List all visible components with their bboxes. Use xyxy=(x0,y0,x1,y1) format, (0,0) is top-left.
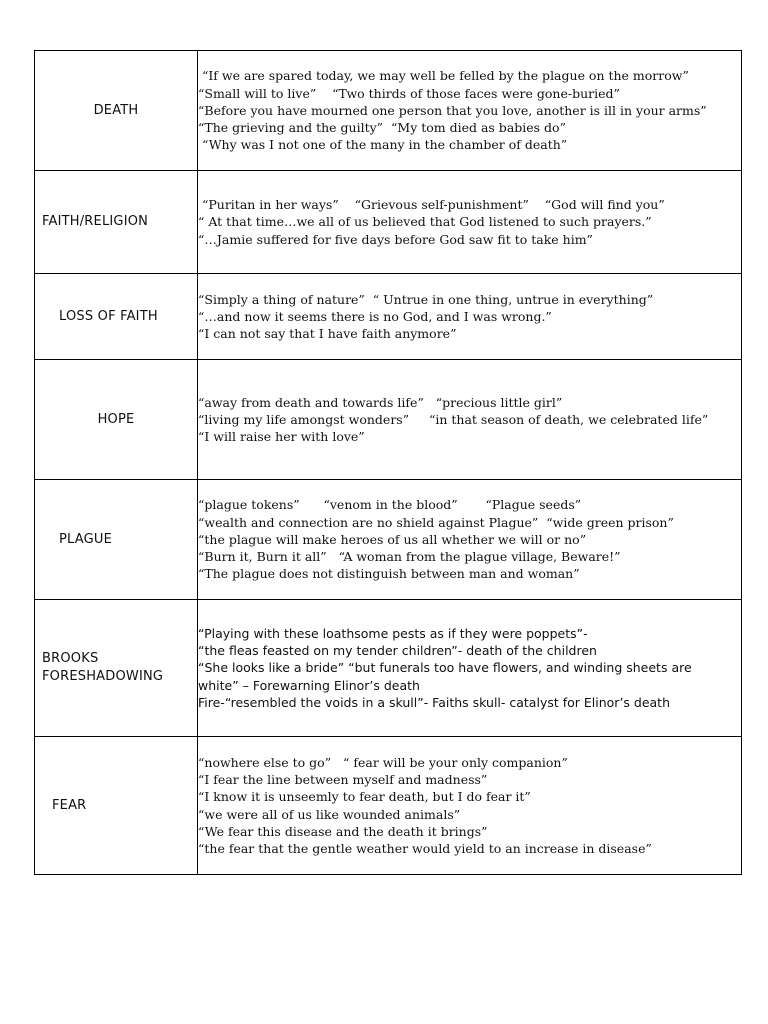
themes-quotes-table xyxy=(34,50,742,875)
quote-line: “…Jamie suffered for five days before God saw fit to take him” xyxy=(198,231,593,247)
quote-line: “I can not say that I have faith anymore” xyxy=(198,326,457,342)
table-row xyxy=(35,274,742,360)
quotes-cell-plague xyxy=(198,480,742,600)
theme-cell-death: DEATH xyxy=(35,51,198,171)
quote-line: “We fear this disease and the death it brings” xyxy=(198,823,488,839)
quote-line: “Small will to live” “Two thirds of those faces were gone-buried” xyxy=(198,85,620,101)
theme-cell-fear: FEAR xyxy=(35,737,198,875)
quote-line: “plague tokens” “venom in the blood” “Plague seeds” xyxy=(198,497,582,513)
quote-line: “wealth and connection are no shield against Plague” “wide green prison” xyxy=(198,514,674,530)
quote-line: “The plague does not distinguish between man and woman” xyxy=(198,566,580,582)
quote-line: “I fear the line between myself and madness” xyxy=(198,772,488,788)
quote-line: “She looks like a bride” “but funerals too have flowers, and winding sheets are white” – Forewarning Elinor’s death xyxy=(198,660,696,693)
quote-line: “Simply a thing of nature” “ Untrue in one thing, untrue in everything” xyxy=(198,291,654,307)
quote-line: “the plague will make heroes of us all whether we will or no” xyxy=(198,531,587,547)
table-row xyxy=(35,51,742,171)
theme-cell-hope: HOPE xyxy=(35,360,198,480)
theme-line: FORESHADOWING xyxy=(42,669,164,684)
quote-line: “away from death and towards life” “precious little girl” xyxy=(198,394,563,410)
quotes-cell-death xyxy=(198,51,742,171)
quotes-cell-loss-of-faith xyxy=(198,274,742,360)
quote-line: “Why was I not one of the many in the chamber of death” xyxy=(198,137,568,153)
quote-line: Fire-“resembled the voids in a skull”- Faiths skull- catalyst for Elinor’s death xyxy=(198,694,671,710)
quote-line: “we were all of us like wounded animals” xyxy=(198,806,461,822)
quote-line: “the fear that the gentle weather would yield to an increase in disease” xyxy=(198,840,652,856)
quotes-cell-hope xyxy=(198,360,742,480)
table-row xyxy=(35,480,742,600)
quote-line: “Puritan in her ways” “Grievous self-punishment” “God will find you” xyxy=(198,197,665,213)
quote-line: “The grieving and the guilty” “My tom died as babies do” xyxy=(198,120,566,136)
table-row xyxy=(35,171,742,274)
quote-line: “…and now it seems there is no God, and I was wrong.” xyxy=(198,308,552,324)
quotes-cell-faith-religion xyxy=(198,171,742,274)
theme-cell-brooks-foreshadowing xyxy=(35,600,198,737)
theme-cell-loss-of-faith: LOSS OF FAITH xyxy=(35,274,198,360)
quote-line: “I will raise her with love” xyxy=(198,429,365,445)
quote-line: “the fleas feasted on my tender children”- death of the children xyxy=(198,643,597,659)
quote-line: “If we are spared today, we may well be felled by the plague on the morrow” xyxy=(198,68,689,84)
quote-line: “Before you have mourned one person that you love, another is ill in your arms” xyxy=(198,102,707,118)
quote-line: “I know it is unseemly to fear death, but I do fear it” xyxy=(198,789,531,805)
quotes-cell-fear xyxy=(198,737,742,875)
theme-cell-plague: PLAGUE xyxy=(35,480,198,600)
table-row xyxy=(35,360,742,480)
themes-document xyxy=(34,50,741,875)
quote-line: “Playing with these loathsome pests as if they were poppets”- xyxy=(198,625,588,641)
quotes-cell-brooks-foreshadowing xyxy=(198,600,742,737)
quote-line: “ At that time…we all of us believed that God listened to such prayers.” xyxy=(198,214,652,230)
quote-line: “Burn it, Burn it all” “A woman from the plague village, Beware!” xyxy=(198,549,621,565)
quote-line: “nowhere else to go” “ fear will be your only companion” xyxy=(198,754,568,770)
table-row xyxy=(35,600,742,737)
theme-line: BROOKS xyxy=(42,651,99,666)
theme-cell-faith-religion: FAITH/RELIGION xyxy=(35,171,198,274)
table-row xyxy=(35,737,742,875)
quote-line: “living my life amongst wonders” “in that season of death, we celebrated life” xyxy=(198,411,709,427)
